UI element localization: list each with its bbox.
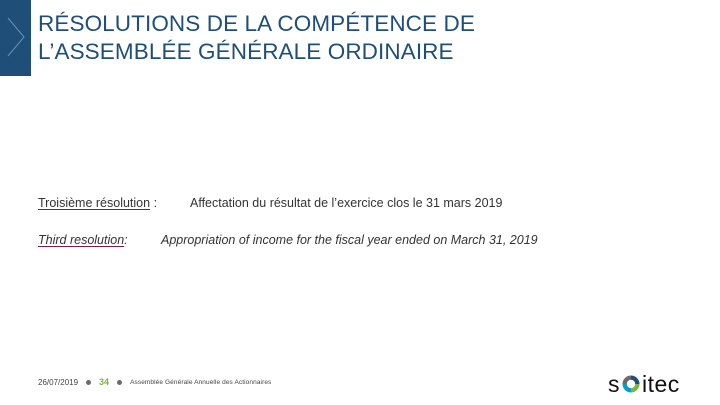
chevron-right-icon	[0, 0, 31, 76]
resolution-en-text: Appropriation of income for the fiscal year ended on March 31, 2019	[161, 233, 538, 247]
resolution-fr-label-text: Troisième résolution	[38, 196, 151, 210]
footer	[38, 374, 271, 390]
footer-date: 26/07/2019	[38, 377, 79, 387]
resolution-fr-text: Affectation du résultat de l’exercice clos le 31 mars 2019	[190, 196, 503, 210]
resolution-fr-separator: :	[150, 196, 158, 210]
footer-separator-dot	[117, 380, 122, 385]
resolution-en-separator: :	[124, 233, 128, 247]
company-logo	[608, 371, 680, 397]
logo-text-end: itec	[642, 370, 680, 397]
page-title	[38, 10, 475, 66]
logo-text-start: s	[608, 370, 620, 397]
title-line-2: L’ASSEMBLÉE GÉNÉRALE ORDINAIRE	[38, 39, 454, 64]
footer-separator-dot	[86, 380, 91, 385]
page-number: 34	[99, 377, 110, 387]
footer-event-name: Assemblée Générale Annuelle des Actionnaires	[130, 378, 272, 386]
resolution-fr-label	[38, 196, 157, 210]
title-accent-bar	[0, 0, 31, 76]
logo-o-mark	[621, 374, 641, 394]
resolution-en-label-text: Third resolution	[38, 233, 125, 247]
title-line-1: RÉSOLUTIONS DE LA COMPÉTENCE DE	[38, 11, 475, 36]
resolution-en-label	[38, 233, 128, 247]
